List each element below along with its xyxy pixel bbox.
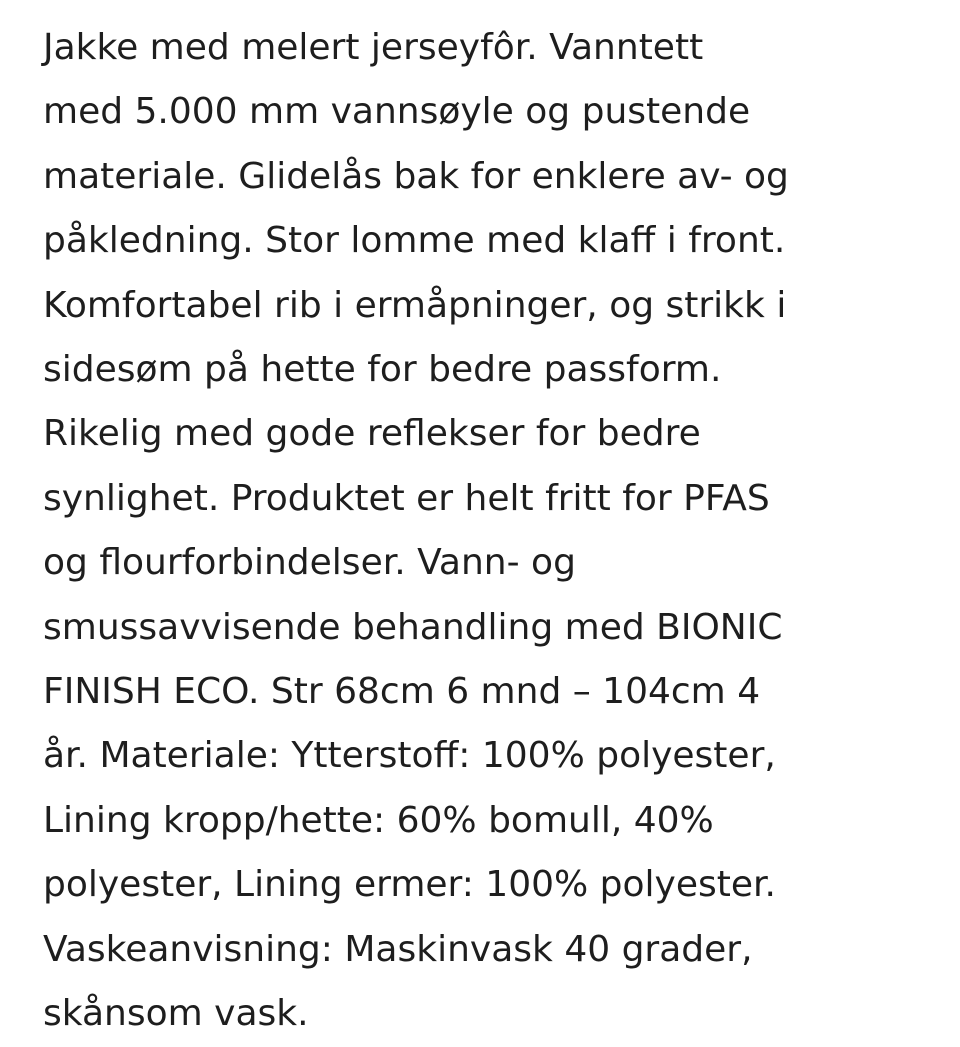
description-line: Lining kropp/hette: 60% bomull, 40%	[43, 799, 714, 841]
description-line: påkledning. Stor lomme med klaff i front.	[43, 220, 786, 262]
description-line: Jakke med melert jerseyfôr. Vanntett	[43, 27, 704, 68]
description-line: FINISH ECO. Str 68cm 6 mnd – 104cm 4	[43, 671, 761, 713]
description-line: med 5.000 mm vannsøyle og pustende	[43, 91, 751, 133]
description-line: smussavvisende behandling med BIONIC	[43, 606, 783, 648]
description-line: Komfortabel rib i ermåpninger, og strikk i	[43, 284, 787, 326]
description-line: materiale. Glidelås bak for enklere av- og	[43, 155, 789, 197]
description-line: Rikelig med gode reflekser for bedre	[43, 413, 701, 455]
description-line: polyester, Lining ermer: 100% polyester.	[43, 864, 776, 906]
description-line: skånsom vask.	[43, 993, 309, 1035]
product-description	[43, 16, 943, 1047]
description-line: Vaskeanvisning: Maskinvask 40 grader,	[43, 928, 753, 970]
description-line: år. Materiale: Ytterstoff: 100% polyester,	[43, 735, 776, 777]
description-line: synlighet. Produktet er helt fritt for PFAS	[43, 477, 770, 519]
description-line: sidesøm på hette for bedre passform.	[43, 349, 722, 391]
description-line: og flourforbindelser. Vann- og	[43, 542, 576, 584]
